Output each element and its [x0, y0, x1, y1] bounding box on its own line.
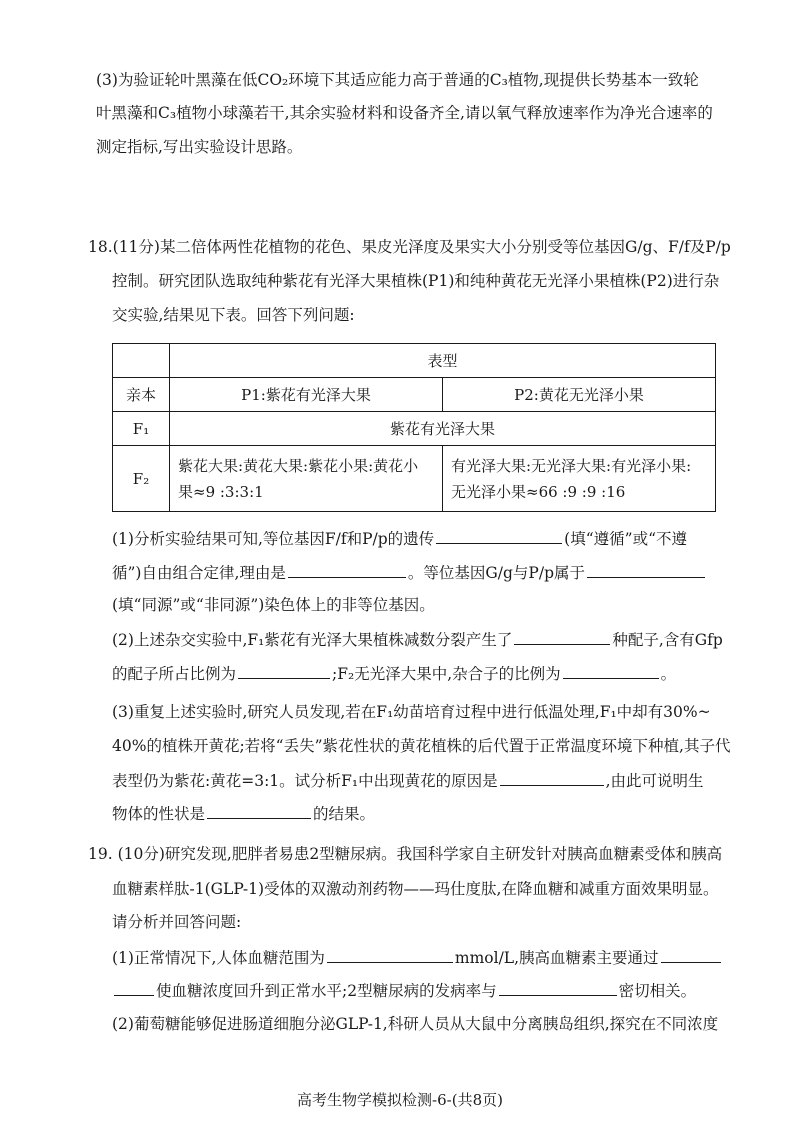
q18-1-line-3: (填“同源”或“非同源”)染色体上的非等位基因。	[112, 596, 435, 614]
q17-3-line-1: (3)为验证轮叶黑藻在低CO₂环境下其适应能力高于普通的C₃植物,现提供长势基本一致轮	[96, 71, 699, 89]
q18-line-2: 控制。研究团队选取纯种紫花有光泽大果植株(P1)和纯种黄花无光泽小果植株(P2)进行杂	[112, 272, 720, 290]
q19-line-2: 血糖素样肽-1(GLP-1)受体的双激动剂药物——玛仕度肽,在降血糖和减重方面效果明显。	[112, 880, 719, 898]
answer-blank[interactable]	[238, 662, 330, 679]
q18-1-text-a: (1)分析实验结果可知,等位基因F/f和P/p的遗传	[112, 530, 435, 548]
q18-3-text-c: 物体的性状是	[112, 805, 206, 823]
answer-blank[interactable]	[288, 561, 406, 578]
table-cell-f2-right	[443, 446, 716, 512]
answer-blank[interactable]	[499, 979, 617, 996]
q18-3-text-d: 的结果。	[313, 805, 376, 823]
table-row-label-f1: F₁	[113, 412, 170, 446]
q17-3-line-3: 测定指标,写出实验设计思路。	[96, 138, 303, 156]
q18-1-text-d: 。等位基因G/g与P/p属于	[407, 564, 586, 582]
q18-2-text-c: 的配子所占比例为	[112, 665, 237, 683]
q18-3-line-2: 40%的植株开黄花;若将“丢失”紫花性状的黄花植株的后代置于正常温度环境下种植,其子代	[112, 737, 731, 755]
q18-1-text-c: 循”)自由组合定律,理由是	[112, 564, 286, 582]
q19-1-line-2	[112, 979, 696, 1002]
q18-1-text-b: (填“遵循”或“不遵	[564, 530, 687, 548]
q17-3-line-2: 叶黑藻和C₃植物小球藻若干,其余实验材料和设备齐全,请以氧气释放速率作为净光合速率的	[96, 104, 713, 122]
q18-3-line-3	[112, 769, 704, 792]
q18-2-text-a: (2)上述杂交实验中,F₁紫花有光泽大果植株减数分裂产生了	[112, 631, 513, 649]
q18-2-text-b: 种配子,含有Gfp	[612, 631, 723, 649]
q18-3-text-b: ,由此可说明生	[605, 772, 704, 790]
q18-line-1: 18.(11分)某二倍体两性花植物的花色、果皮光泽度及果实大小分别受等位基因G/g、F/f及P/p	[88, 238, 731, 256]
q19-line-1: 19. (10分)研究发现,肥胖者易患2型糖尿病。我国科学家自主研发针对胰高血糖素受体和胰高	[88, 845, 723, 863]
answer-blank[interactable]	[114, 979, 154, 996]
f2-right-line-2: 无光泽小果≈66 :9 :9 :16	[451, 482, 626, 501]
table-cell-f2-left	[170, 446, 443, 512]
q18-1-line-1	[112, 527, 687, 550]
q18-3-line-1: (3)重复上述实验时,研究人员发现,若在F₁幼苗培育过程中进行低温处理,F₁中却有30%~	[112, 703, 711, 721]
q18-2-line-2	[112, 662, 676, 685]
table-cell-f1: 紫花有光泽大果	[170, 412, 716, 446]
q19-1-text-a: (1)正常情况下,人体血糖范围为	[112, 949, 325, 967]
q18-2-text-e: 。	[660, 665, 677, 683]
table-row-label-f2: F₂	[113, 446, 170, 512]
table-header-parent: 亲本	[113, 378, 170, 412]
answer-blank[interactable]	[207, 802, 311, 819]
q18-3-line-4	[112, 802, 375, 825]
q19-1-text-b: mmol/L,胰高血糖素主要通过	[454, 949, 659, 967]
q18-2-line-1	[112, 628, 723, 651]
answer-blank[interactable]	[500, 769, 604, 786]
q18-3-text-a: 表型仍为紫花:黄花=3:1。试分析F₁中出现黄花的原因是	[112, 772, 498, 790]
answer-blank[interactable]	[563, 662, 659, 679]
answer-blank[interactable]	[436, 527, 562, 544]
table-corner-cell	[113, 344, 170, 378]
q19-1-line-1	[112, 946, 723, 969]
f2-left-line-1: 紫花大果:黄花大果:紫花小果:黄花小	[178, 456, 419, 475]
q19-line-3: 请分析并回答问题:	[112, 913, 242, 931]
table-header-phenotype: 表型	[170, 344, 716, 378]
answer-blank[interactable]	[327, 946, 453, 963]
q18-2-text-d: ;F₂无光泽大果中,杂合子的比例为	[332, 665, 561, 683]
answer-blank[interactable]	[587, 561, 705, 578]
table-cell-p1: P1:紫花有光泽大果	[170, 378, 443, 412]
page-footer: 高考生物学模拟检测-6-(共8页)	[297, 1091, 503, 1109]
answer-blank[interactable]	[661, 946, 721, 963]
q18-line-3: 交实验,结果见下表。回答下列问题:	[112, 306, 355, 324]
phenotype-table	[112, 343, 716, 512]
q19-2-line-1: (2)葡萄糖能够促进肠道细胞分泌GLP-1,科研人员从大鼠中分离胰岛组织,探究在不同浓度	[112, 1015, 719, 1033]
q19-1-text-c: 使血糖浓度回升到正常水平;2型糖尿病的发病率与	[156, 982, 497, 1000]
answer-blank[interactable]	[514, 628, 610, 645]
f2-left-line-2: 果≈9 :3:3:1	[178, 482, 264, 501]
q18-1-line-2	[112, 561, 707, 584]
q19-1-text-d: 密切相关。	[618, 982, 697, 1000]
table-cell-p2: P2:黄花无光泽小果	[443, 378, 716, 412]
f2-right-line-1: 有光泽大果:无光泽大果:有光泽小果:	[451, 456, 692, 475]
